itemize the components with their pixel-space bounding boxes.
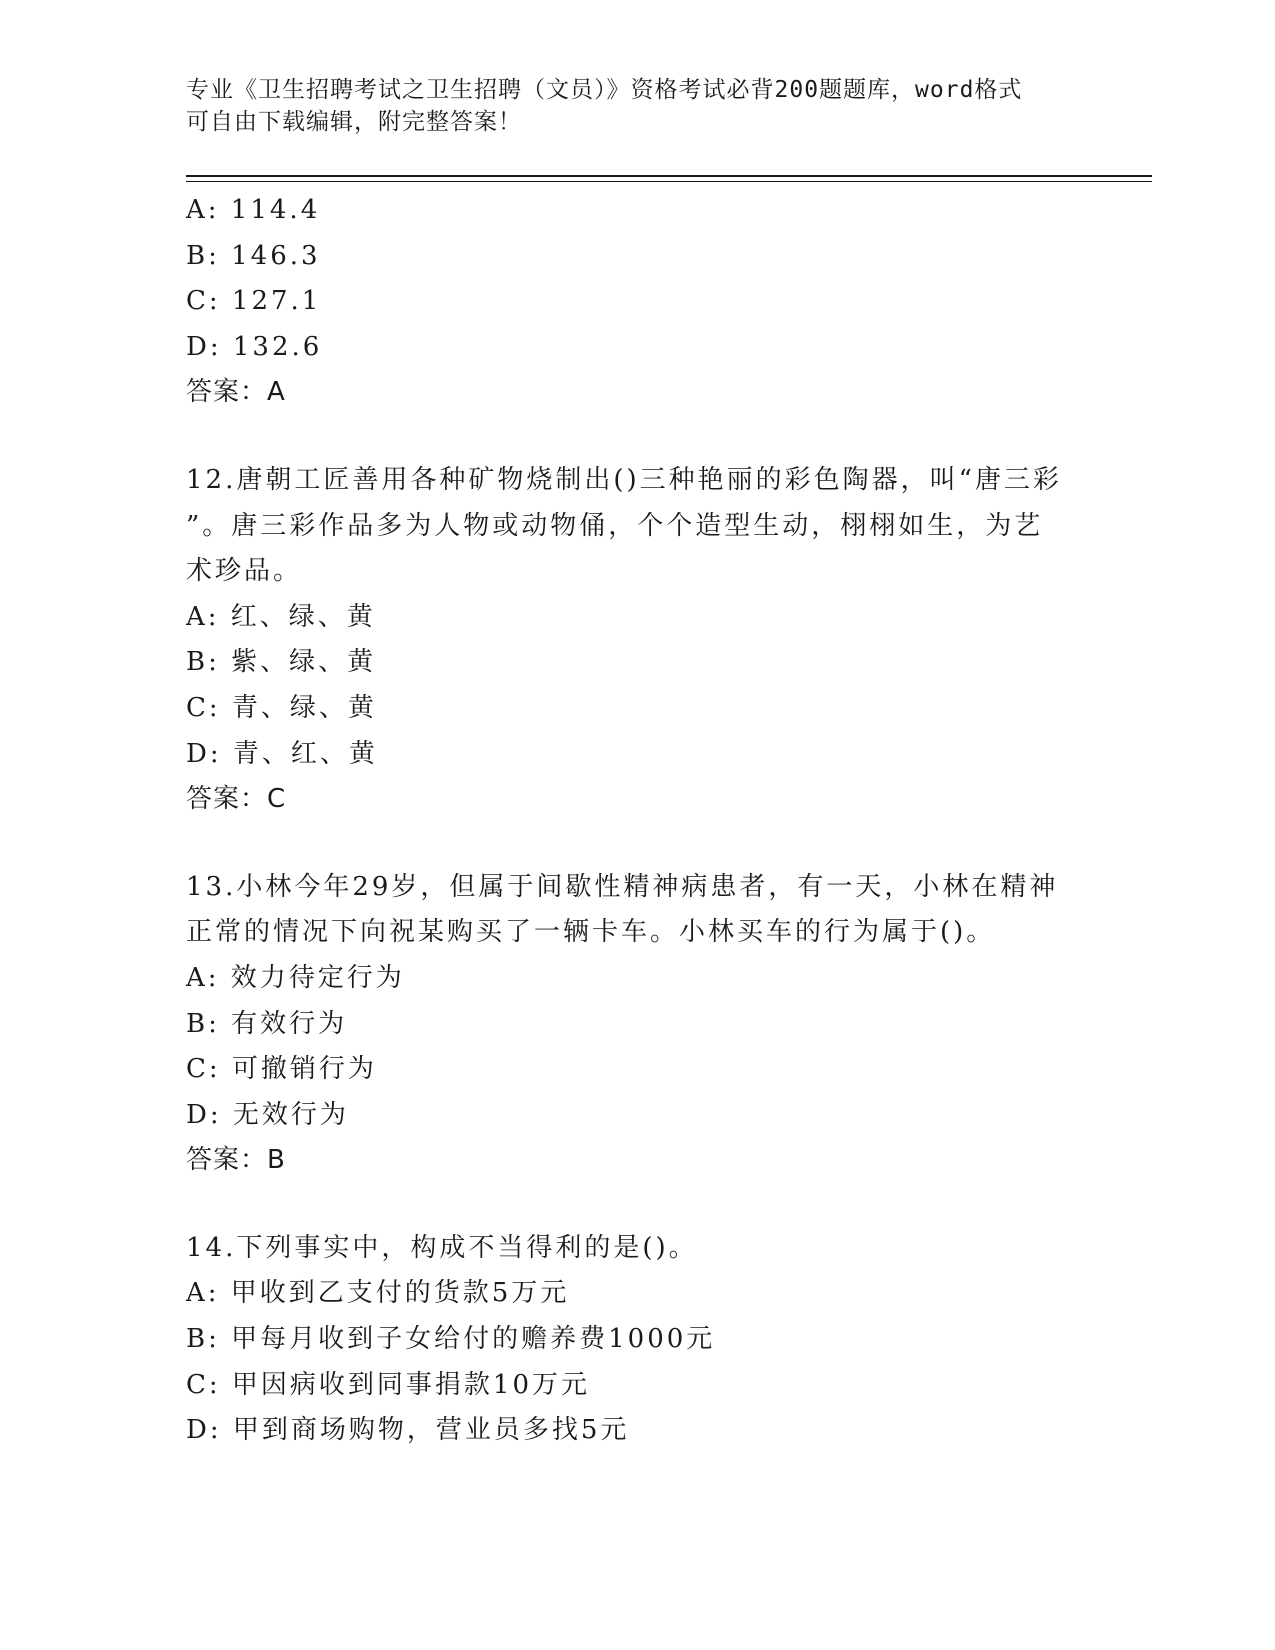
document-header [186, 74, 1086, 138]
option-c: C: 127.1 [186, 286, 322, 317]
option-b: B: 甲每月收到子女给付的赡养费1000元 [186, 1324, 716, 1355]
option-c: C: 甲因病收到同事捐款10万元 [186, 1369, 591, 1400]
option-b: B: 146.3 [186, 240, 321, 271]
option-d: D: 甲到商场购物，营业员多找5元 [186, 1415, 630, 1446]
question-stem-line: 13.小林今年29岁，但属于间歇性精神病患者，有一天，小林在精神 [186, 871, 1059, 902]
question-stem-line: 12.唐朝工匠善用各种矿物烧制出()三种艳丽的彩色陶器，叫“唐三彩 [186, 464, 1062, 495]
header-rule-thick [186, 175, 1152, 177]
option-a: A: 效力待定行为 [186, 962, 405, 993]
question-stem-line: 正常的情况下向祝某购买了一辆卡车。小林买车的行为属于()。 [186, 917, 996, 948]
option-a: A: 114.4 [186, 195, 321, 225]
answer-line: 答案：B [186, 1145, 286, 1176]
option-d: D: 青、红、黄 [186, 738, 378, 769]
question-11 [186, 188, 1076, 416]
option-c: C: 可撤销行为 [186, 1054, 377, 1085]
option-b: B: 紫、绿、黄 [186, 647, 377, 678]
option-c: C: 青、绿、黄 [186, 692, 377, 723]
answer-line: 答案：C [186, 784, 287, 815]
option-d: D: 132.6 [186, 331, 323, 362]
question-stem-line: 术珍品。 [186, 556, 303, 587]
question-stem-line: 14.下列事实中，构成不当得利的是()。 [186, 1232, 698, 1263]
question-list [186, 188, 1076, 1454]
header-title-line-2: 可自由下载编辑，附完整答案！ [186, 109, 522, 135]
option-a: A: 甲收到乙支付的货款5万元 [186, 1278, 570, 1309]
answer-line: 答案：A [186, 377, 286, 408]
question-stem-line: ”。唐三彩作品多为人物或动物俑，个个造型生动，栩栩如生，为艺 [186, 510, 1044, 541]
question-13 [186, 865, 1076, 1184]
option-b: B: 有效行为 [186, 1008, 348, 1039]
question-12 [186, 458, 1076, 823]
header-rule-thin [186, 181, 1152, 182]
question-14 [186, 1226, 1076, 1454]
option-a: A: 红、绿、黄 [186, 601, 376, 632]
header-title-line-1: 专业《卫生招聘考试之卫生招聘（文员）》资格考试必背200题题库，word格式 [186, 77, 1023, 103]
option-d: D: 无效行为 [186, 1099, 349, 1130]
